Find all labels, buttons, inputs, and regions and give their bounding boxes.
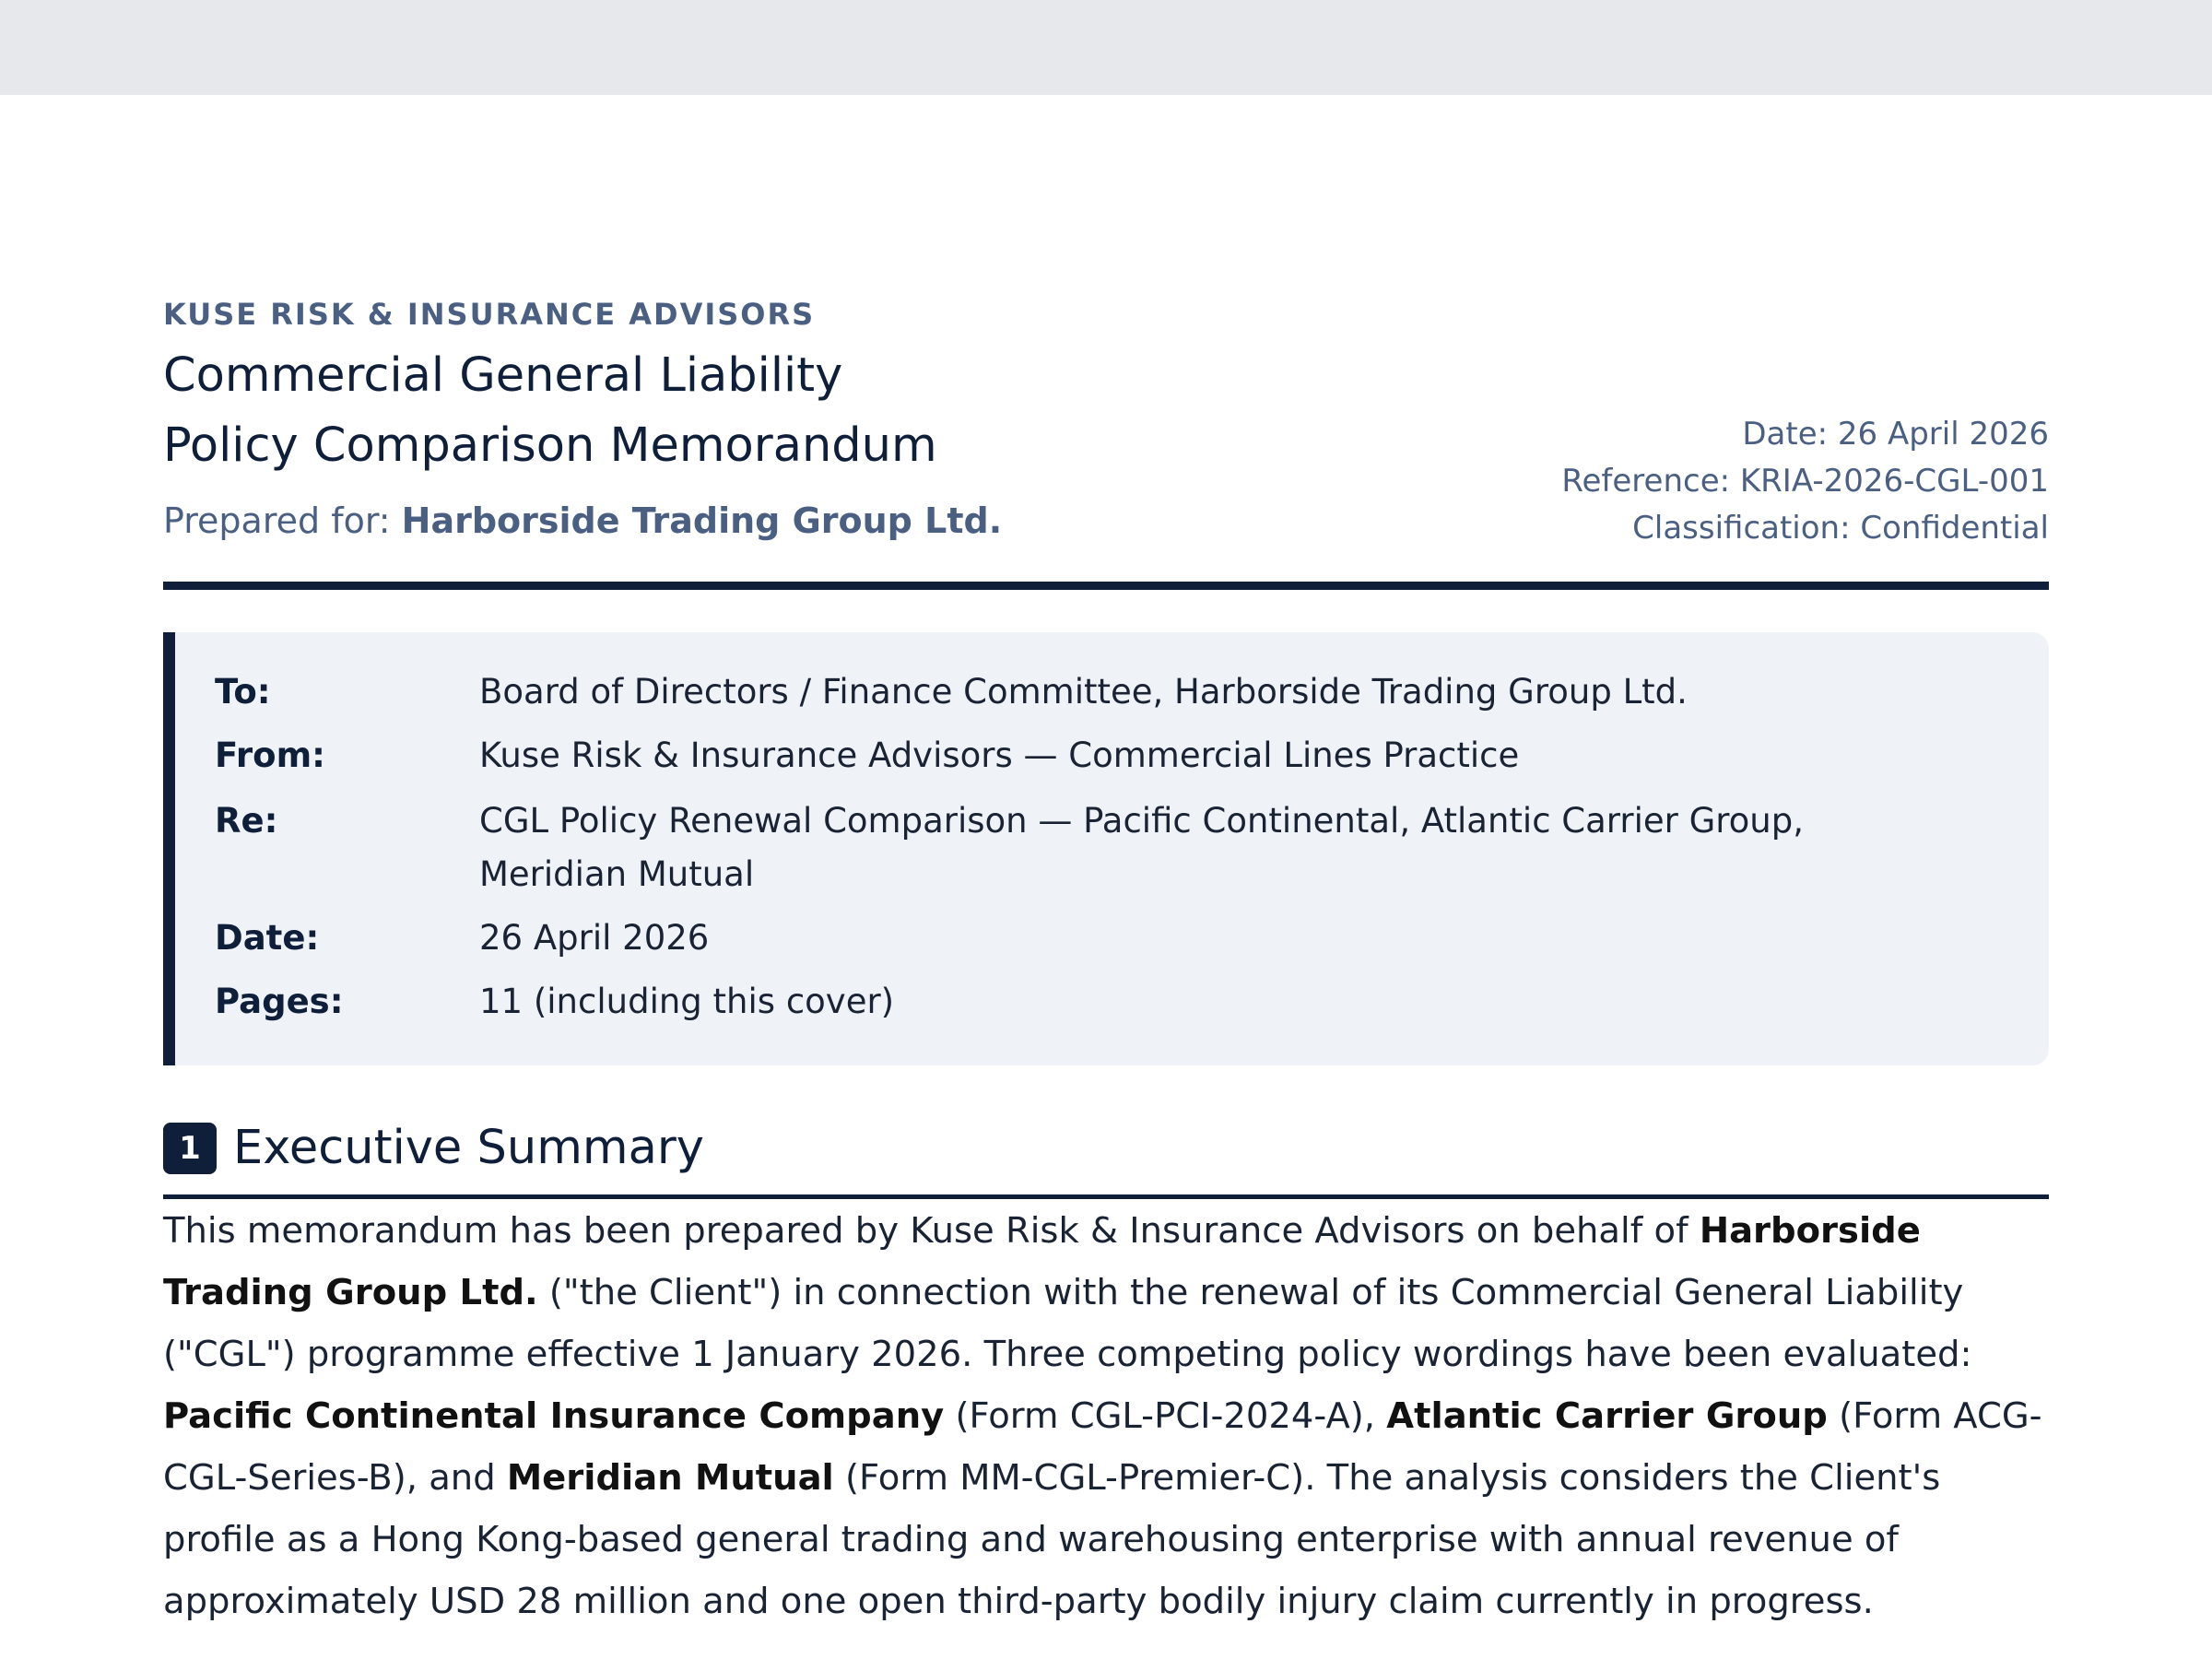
prepared-for-client: Harborside Trading Group Ltd.	[401, 500, 1003, 541]
meta-classification: Classification: Confidential	[1632, 510, 2049, 547]
meta-date: Date: 26 April 2026	[1742, 416, 2049, 453]
memo-re-line-2: Meridian Mutual	[479, 854, 755, 894]
memo-value: 11 (including this cover)	[479, 982, 895, 1021]
executive-summary-paragraph	[163, 1200, 2049, 1632]
text-run: (Form CGL-PCI-2024-A),	[944, 1395, 1387, 1437]
memo-label: From:	[215, 735, 325, 775]
memo-re-line-1: CGL Policy Renewal Comparison — Pacific Continental, Atlantic Carrier Group,	[479, 801, 1805, 841]
memo-details-box	[163, 632, 2049, 1065]
carrier-name: Meridian Mutual	[506, 1457, 834, 1499]
memo-label: Date:	[215, 918, 320, 958]
title-line-1: Commercial General Liability	[163, 348, 843, 403]
prepared-for	[163, 500, 1002, 541]
memo-value: Kuse Risk & Insurance Advisors — Commercial Lines Practice	[479, 735, 1520, 775]
section-divider	[163, 1194, 2049, 1199]
text-run: This memorandum has been prepared by Kuse Risk & Insurance Advisors on behalf of	[163, 1210, 1700, 1252]
memo-value: Board of Directors / Finance Committee, Harborside Trading Group Ltd.	[479, 672, 1688, 712]
memo-label: To:	[215, 672, 271, 712]
text-run: (Form MM-CGL-Premier-C). The analysis considers the Client's profile as a Hong Kong-based general trading and warehousing enterprise with annual revenue of approximately USD 28 million and one open third-party bodily injury claim currently in progress.	[163, 1457, 1941, 1622]
section-number-badge: 1	[163, 1123, 217, 1174]
prepared-for-label: Prepared for:	[163, 500, 391, 541]
memo-label: Re:	[215, 801, 278, 841]
header-divider	[163, 582, 2049, 590]
meta-reference: Reference: KRIA-2026-CGL-001	[1561, 463, 2049, 500]
carrier-name: Atlantic Carrier Group	[1386, 1395, 1828, 1437]
memo-value: 26 April 2026	[479, 918, 710, 958]
text-run: ("the Client") in connection with the renewal of its Commercial General Liability ("CGL") programme effective 1 January 2026. Three competing policy wordings have been evaluated:	[163, 1272, 1972, 1375]
document-meta	[1561, 411, 2049, 552]
memo-label: Pages:	[215, 982, 344, 1021]
memo-value	[479, 794, 1991, 901]
section-title: Executive Summary	[233, 1121, 704, 1175]
carrier-name: Pacific Continental Insurance Company	[163, 1395, 945, 1437]
memo-page	[163, 0, 2049, 1659]
title-line-2: Policy Comparison Memorandum	[163, 418, 937, 473]
client-name: Harborside Trading Group Ltd.	[163, 1210, 1921, 1313]
organization-name: KUSE RISK & INSURANCE ADVISORS	[163, 297, 816, 332]
document-title	[163, 341, 937, 481]
text-run: (Form ACG-CGL-Series-B), and	[163, 1395, 2042, 1499]
